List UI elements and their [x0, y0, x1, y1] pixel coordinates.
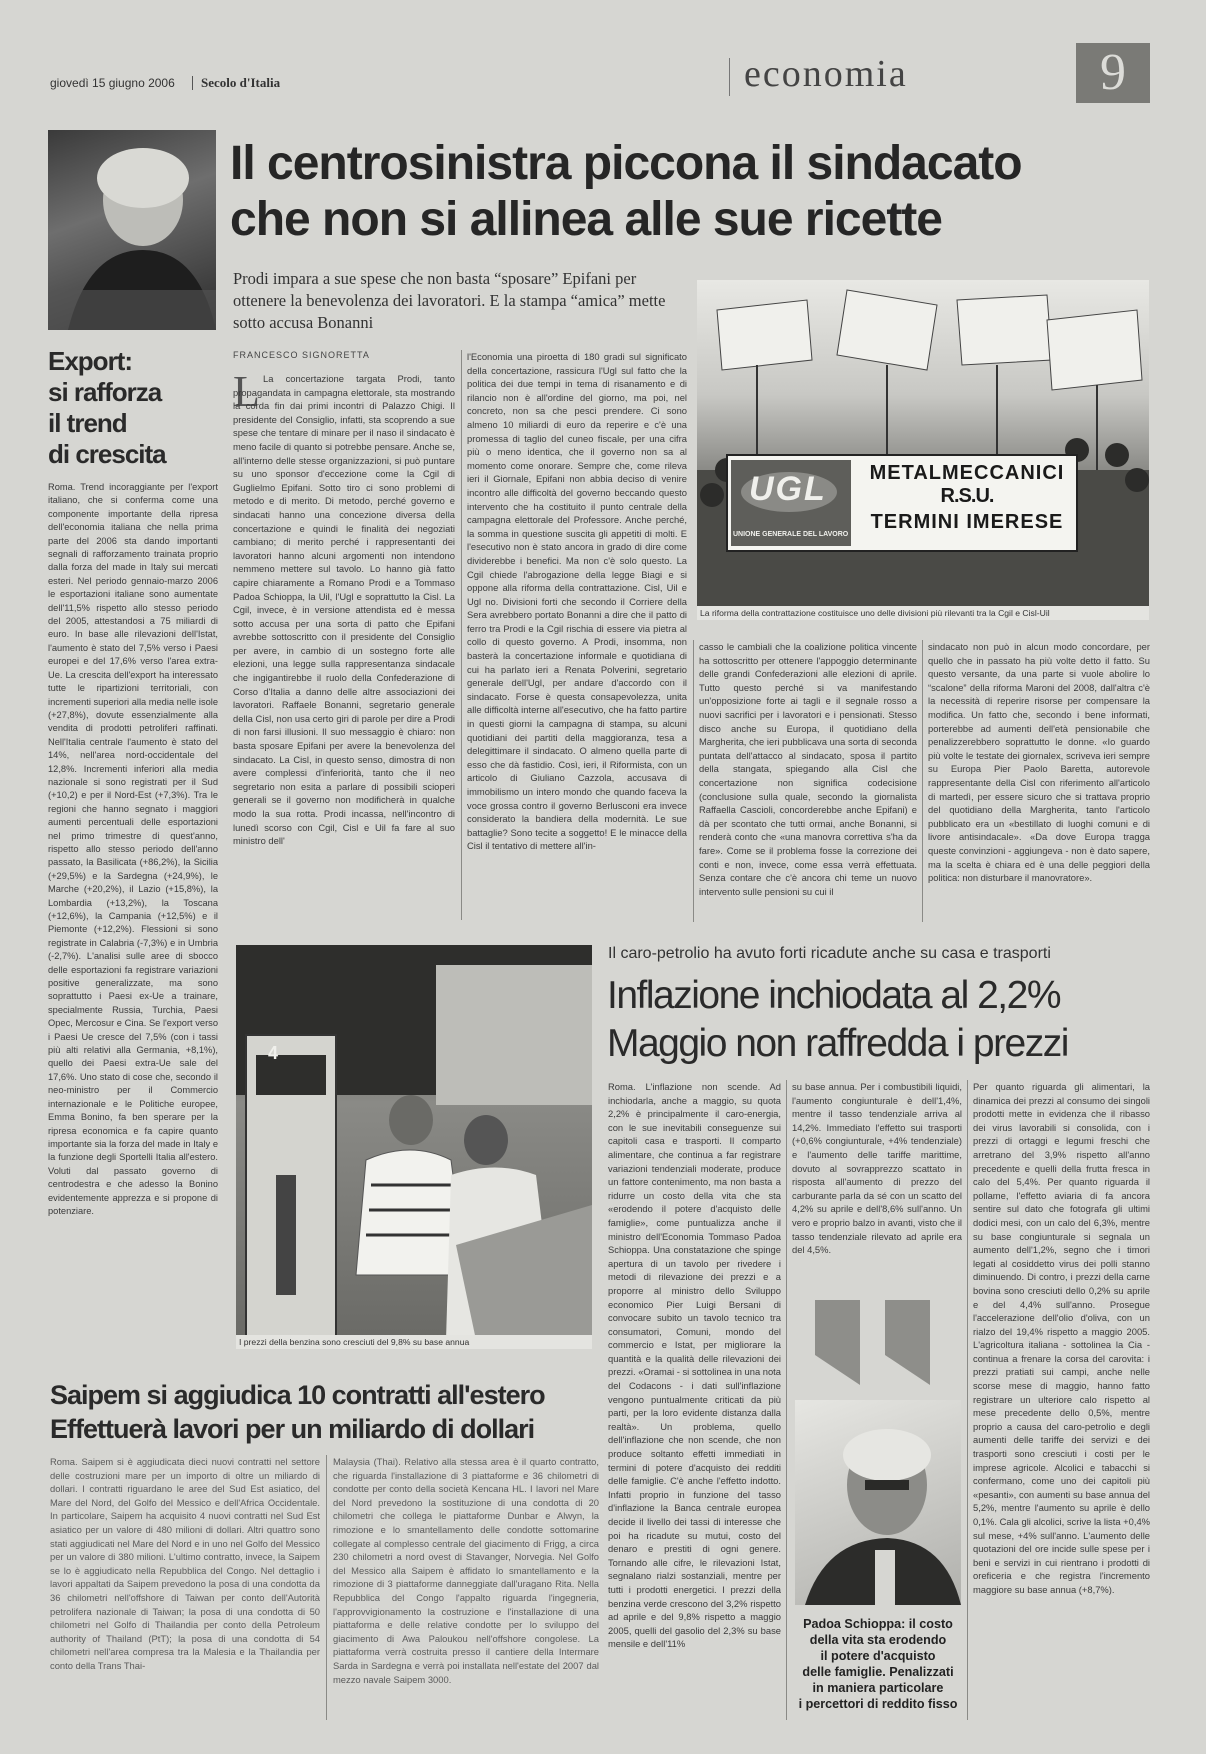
- caption-line1: Padoa Schioppa: il costo: [803, 1617, 953, 1631]
- protest-scene: [697, 280, 1149, 608]
- banner-line2: R.S.U.: [940, 485, 994, 507]
- inflation-kicker: Il caro-petrolio ha avuto forti ricadute anche su casa e trasporti: [608, 945, 1051, 962]
- padoa-schioppa-caption: [795, 1616, 961, 1712]
- export-body: Roma. Trend incoraggiante per l'export italiano, che si conferma come una componente importante della ripresa dell'economia italiana che nella prima parte del 2006 sta dando importanti segnali di rafforzamento trainata proprio dalla forza del made in Italy sui mercati esteri. Nel periodo gennaio-marzo 2006 le esportazioni italiane sono aumentate dell'11,5% rispetto allo stesso periodo del 2005, attestandosi a 75 miliardi di euro. In base alle rilevazioni dell'Istat, l'aumento è stato del 7,5% verso i Paesi europei e del 17,6% verso l'area extra-Ue. La crescita dell'export ha interessato tutte le ripartizioni territoriali, con incrementi superiori alla media nelle isole (+27,8%), dovute essenzialmente alla vendita di prodotti petroliferi raffinati. Nell'Italia centrale l'aumento è stato del 14%, nell'area nord-occidentale del 12,8%. Incrementi inferiori alla media nazionale si sono registrati per il Sud (+10,2) e per il Nord-Est (+7,3%). Tra le regioni che hanno segnato i maggiori aumenti percentuali delle esportazioni nel primo trimestre di quest'anno, rispetto allo stesso periodo dell'anno passato, la Basilicata (+86,2%), la Sicilia (+29,5%) e la Sardegna (+24,9%), le Marche (+20,2%), il Lazio (+15,8%), la Lombardia (+13,2%), la Toscana (+12,6%), la Campania (+12,5%) e il Piemonte (+12,2%). Flessioni si sono registrate in Calabria (-7,3%) e in Umbria (-2,7%). L'analisi sulle aree di sbocco delle esportazioni fa registrare variazioni positive generalizzate, ma sono soprattutto i Paesi ex-Ue a trainare, specialmente Russia, Turchia, Paesi Opec, Mercosur e Cina. Se l'export verso i Paesi Ue cresce del 7,5% (con i tassi più alti relativi alla Germania, +8,1%), quello dei Paesi extra-Ue sale del 17,6%. Uno stato di cose che, secondo il neo-ministro per il Commercio internazionale e le Politiche europee, Emma Bonino, fa ben sperare per la ripresa economica e fa capire quanto importante sia la forza del made in Italy e la funzione degli Sportelli Italia all'estero. Voluti dal passato governo di centrodestra e che adesso la Bonino evidentemente apprezza e si propone di potenziare.: [48, 482, 218, 1216]
- inflation-headline-line1: Inflazione inchiodata al 2,2%: [607, 974, 1061, 1017]
- lead-headline: [230, 136, 1160, 248]
- fuel-pump-scene: [236, 945, 592, 1340]
- fuel-pump-photo: [236, 945, 592, 1340]
- inflation-col2: su base annua. Per i combustibili liquidi, l'aumento congiunturale è dell'1,4%, mentre il tasso tendenziale arriva al 14,2%. Immediato l'effetto sui trasporti (+0,6% congiunturale, +4% tendenziale) e l'aumento delle tariffe marittime, dovuto al sovrapprezzo scattato in risposta all'aumento di prezzo del carburante parla da sé con un scatto del 4,2% su aprile e dell'8,6% sull'anno. Un vero e proprio balzo in avanti, visto che il tasso tendenziale rilevato ad aprile era del 4,5%.: [792, 1081, 962, 1256]
- lead-subhead: Prodi impara a sue spese che non basta “sposare” Epifani per ottenere la benevolenza dei lavoratori. E la stampa “amica” mette sotto accusa Bonanni: [233, 269, 666, 332]
- inflation-graphic: [800, 1300, 950, 1400]
- protest-photo: [697, 280, 1149, 608]
- dropcap: L: [233, 367, 260, 416]
- fuel-photo-caption: I prezzi della benzina sono cresciuti del 9,8% su base annua: [236, 1335, 592, 1349]
- inflation-col3: Per quanto riguarda gli alimentari, la dinamica dei prezzi al consumo dei singoli prodotti mette in evidenza che il ribasso dei virus lavorabili si consolida, con i prezzi di ortaggi e legumi freschi che arretrano del 3,9% rispetto all'anno precedente e quelli della frutta fresca in calo del 5,4%. Per quanto riguarda il pollame, l'effetto aviaria di fa ancora sentire sul dato che fotografa gli ultimi dodici mesi, con un calo del 6,3%, mentre su base congiunturale si segnala un aumento dell'1,2%, segno che i timori legati al cosiddetto virus dei polli stanno diminuendo. Di contro, i prezzi della carne bovina sono cresciuti dello 0,2% su aprile e del 4,4% sull'anno. Prosegue l'accelerazione dell'olio d'oliva, con un rialzo del 19,4% rispetto a maggio 2005. L'agricoltura italiana - sottolinea la Cia - continua a frenare la corsa del carovita: i prezzi pratiati sui campi, anche nelle scorse mese di maggio, hanno fatto registrare un ulteriore calo rispetto al mese precedente dello 0,5%, mentre proprio a causa del caro-petrolio e degli aumenti delle tariffe dei servizi e dei trasporti sono cresciuti i costi per le imprese agricole. Alcolici e tabacchi si confermano, come uno dei capitoli più «pesanti», con aumenti su base annua del 5,2%, mentre l'aumento su aprile è dello 0,1%. Cala gli alcolici, scrive la lista +0,4% sul mese, +4% sull'anno. L'aumento delle quotazioni del ore incide sulle spese per i beni e servizi in cui rientrano i prodotti di oreficeria e che registra l'incremento maggiore su base annua (+8,7%).: [973, 1081, 1150, 1595]
- export-title-line2: si rafforza: [48, 377, 162, 407]
- portrait-figure-2: [795, 1400, 961, 1605]
- page-number: 9: [1100, 44, 1126, 101]
- lead-author: FRANCESCO SIGNORETTA: [233, 350, 370, 360]
- banner-line1: METALMECCANICI: [869, 462, 1065, 484]
- caption-line5: in maniera particolare: [812, 1681, 944, 1695]
- banner-logo: UGL: [749, 470, 827, 508]
- lead-col3: casso le cambiali che la coalizione politica vincente ha sottoscritto per ottenere l'appoggio determinante delle grandi Confederazioni alle elezioni di aprile. Tutto questo perché si va manifestando un'opposizione forte ai tagli e il segnale rosso a nuovi sacrifici per i lavoratori e i pensionati. Stesso disco anche su Europa, il quotidiano della Margherita, che ieri pubblicava una sorta di seconda puntata dell'attacco al sindacato, sposa il partito della stangata, spiegando alla Cisl che concertazione non significa codecisione (conclusione sulla quale, secondo la giornalista Raffaella Cascioli, concorderebbe anche Epifani) e dà per scontato che tutti ormai, anche Bonanni, si renderà conto che «una manovra correttiva s'ha da fare». Come se il problema fosse la correzione dei conti e non, invece, come essa verrà effettuata. Senza contare che c'è ancora chi teme un nuovo intervento sulle pensioni su cui il: [699, 641, 917, 897]
- padoa-schioppa-photo: [795, 1400, 961, 1605]
- lead-divider-v3: [922, 640, 923, 922]
- protest-photo-caption: La riforma della contrattazione costituisce uno delle divisioni più rilevanti tra la Cgil e Cisl-Uil: [697, 606, 1149, 620]
- saipem-headline-line1: Saipem si aggiudica 10 contratti all'estero: [50, 1380, 545, 1410]
- export-title-line1: Export:: [48, 346, 132, 376]
- portrait-figure: [48, 130, 216, 330]
- lead-col2: l'Economia una piroetta di 180 gradi sul significato della concertazione, rassicura l'Ugl sul fatto che la politica dei due tempi in tema di risanamento e di rilancio non è all'ordine del giorno, ma poi, nel concreto, non sa che pesci prendere. Ci sono almeno 10 miliardi di euro da reperire e c'è una promessa di taglio del cuneo fiscale, per una cifra più o meno identica, che il governo non sa al momento come onorare. Sempre che, come rileva ieri il Giornale, Epifani non abbia deciso di venire incontro alle difficoltà del governo beccando questo intervento che ha costituito il punto centrale della campagna elettorale del Professore. Anche perché, la somma in questione suscita gli appetiti di molti. E l'esecutivo non è stato ancora in grado di dire come dividerebbe i benefici. Ma non c'è solo questo. La Cgil chiede l'abrogazione della legge Biagi e si oppone alla riforma della contrattazione. Cisl, Uil e Ugl no. Divisioni forti che secondo il Corriere della Sera avrebbero portato Bonanni a dire che il patto di ferro tra Prodi e la Cgil rischia di essere via pietra al collo di questo governo. A Prodi, insomma, non basterà la concertazione informale e quotidiana di cui ha parlato ieri a Renata Polverini, segretario generale dell'Ugl, per andare d'accordo con il sindacato. Forse è questa consapevolezza, unita alle difficoltà interne all'esecutivo, che ha fatto partire in questi giorni la campagna di stampa, su alcuni quotidiani dei partiti della maggioranza, tesa a delegittimare il sindacato. O almeno quella parte di esso che dà fastidio. Così, ieri, il Riformista, con un articolo di Giuliano Cazzola, accusava di immobilismo un intero mondo che quando faceva la voce grossa contro il governo Berlusconi era invece considerato la bandiera della modernità. Le sue battaglie? Sono tecite a soggetto! E le minacce della Cisl il tentativo di mettere all'in-: [467, 351, 687, 852]
- portrait-photo-left: [48, 130, 216, 330]
- inflation-divider-v1: [786, 1080, 787, 1720]
- saipem-divider-v: [326, 1455, 327, 1720]
- banner-line3: TERMINI IMERESE: [870, 511, 1064, 533]
- inflation-headline: [607, 972, 1167, 1068]
- section-name: economia: [744, 53, 908, 95]
- newspaper-name: Secolo d'Italia: [201, 75, 281, 90]
- pump-digit: 4: [268, 1043, 278, 1063]
- masthead: [0, 0, 1206, 110]
- lead-divider-v1: [461, 350, 462, 920]
- inflation-col1: Roma. L'inflazione non scende. Ad inchiodarla, anche a maggio, su quota 2,2% è principalmente il caro-energia, con le sue inevitabili conseguenze sui capitoli casa e trasporti. Il comparto alimentare, che continua a far registrare variazioni tendenziali moderate, produce un fattore contenimento, ma non basta a ridurre un costo della vita che sta «erodendo il potere d'acquisto delle famiglie», come puntualizza anche il ministro dell'Economia Tommaso Padoa Schioppa. Una constatazione che spinge apertura di un tavolo per rivedere i metodi di rilevazione dei prezzi e a proporre al ministro dello Sviluppo economico Pier Luigi Bersani di convocare subito un tavolo tecnico tra consumatori, Comuni, mondo del commercio e Istat, per migliorare la quantità e la qualità delle rilevazioni dei prezzi. «Oramai - si sottolinea in una nota del Codacons - i dati sull'inflazione vengono puntualmente criticati da più parti, per la loro evidente distanza dalla realtà». Un problema, quello dell'inflazione che non scende, che non produce soltanto effetti immediati in termini di potere d'acquisto dei redditi delle famiglie. C'è anche l'effetto indotto. Infatti proprio in funzione del tasso d'inflazione la Banca centrale europea decide il livello dei tassi di interesse che poi ha ricadute su mutui, costo del denaro e prestiti di ogni genere. Tornando alle cifre, le rilevazioni Istat, segnalano rialzi sostanziali, mentre per tutti i prodotti energetici. I prezzi della benzina verde crescono del 3,2% rispetto ad aprile e del 9,8% rispetto a maggio 2005, quelli del gasolio del 2,3% su base mensile e dell'11%: [608, 1081, 781, 1650]
- lead-divider-v2: [693, 640, 694, 922]
- saipem-col2: Malaysia (Thai). Relativo alla stessa area è il quarto contratto, che riguarda l'installazione di 3 piattaforme e 36 chilometri di condotte per conto della società Kencana HL. I lavori nel Mare del Nord prevedono la sostituzione di una condotta di 20 chilometri che collega le piattaforme Dunbar e Alwyn, la rimozione e lo smantellamento delle condotte sottomarine collegate al complesso centrale del giacimento di Frigg, a circa 230 chilometri a nord ovest di Stavanger, Norvegia. Nel Golfo del Messico alla Saipem è affidato lo smantellamento e la rimozione di 3 piattaforme danneggiate dall'uragano Rita. Nella Repubblica del Congo l'appalto riguarda l'ingegneria, l'approvvigionamento la costruzione e l'installazione di una piattaforma e delle relative condotte per lo sviluppo del giacimento di Awa Paloukou nell'offshore congolese. La piattaforma verrà costruita presso il cantiere della Intermare Sarda in Sardegna e verrà poi installata nell'estate del 2007 dal mezzo navale Saipem 3000.: [333, 1456, 599, 1685]
- lead-col1: La concertazione targata Prodi, tanto propagandata in campagna elettorale, sta mostrando la corda fin dai primi incontri di Palazzo Chigi. Il presidente del Consiglio, infatti, sta scoprendo a sue spese che tentare di minare per il naso il sindacato è meno facile di quanto si potrebbe pensare. Anche se, all'interno delle stesse organizzazioni, si può puntare su uno sponsor d'eccezione come la Cgil di Guglielmo Epifani. Sotto tiro ci sono problemi di metodo e di merito. Di metodo, perché governo e sindacati hanno una concezione diversa della concertazione e quindi le finalità dei negoziati cambiano; di merito perché i rappresentanti dei lavoratori hanno alcuni argomenti non intendono nemmeno mettere sul tavolo. Lo hanno già fatto capire chiaramente a Romano Prodi e a Tommaso Padoa Schioppa, la Uil, l'Ugl e soprattutto la Cisl. La Cgil, invece, è in versione attendista ed è messa sotto accusa per una sorta di patto che Epifani avrebbe sottoscritto con il presidente del Consiglio per avere, in cambio di un sostegno forte alle elezioni, una legge sulla rappresentanza sindacale che ingigantirebbe il ruolo della Confederazione di Corso d'Italia a danno delle altre associazioni dei lavoratori. Raffaele Bonanni, segretario generale della Cisl, non usa certo giri di parole per dire a Prodi di non farsi illusioni. Il suo messaggio è chiaro: non basta sposare Epifani per avere la benevolenza del sindacato. La Cisl, in questo senso, dimostra di non avere complessi d'inferiorità, tanto che il neo segretario non esita a parlare di possibili scioperi generali se il governo non modificherà in qualche modo la sua rotta. Prodi incassa, nell'incontro di lunedì scorso con Cgil, Cisl e Uil fa fare al suo ministro dell': [233, 373, 455, 847]
- caption-line2: della vita sta erodendo: [809, 1633, 947, 1647]
- saipem-headline-line2: Effettuerà lavori per un miliardo di dollari: [50, 1414, 535, 1444]
- banner-union: UNIONE GENERALE DEL LAVORO: [733, 531, 849, 538]
- inflation-headline-line2: Maggio non raffredda i prezzi: [607, 1022, 1068, 1065]
- caption-line6: i percettori di reddito fisso: [798, 1697, 958, 1711]
- export-title: [48, 346, 218, 470]
- section-separator: [729, 58, 730, 96]
- lead-headline-line2: che non si allinea alle sue ricette: [230, 193, 942, 246]
- export-title-line3: il trend: [48, 408, 127, 438]
- export-title-line4: di crescita: [48, 439, 166, 469]
- lead-col4: sindacato non può in alcun modo concordare, per quello che in passato ha più volte detto il fatto. Su questo versante, da una parte si vuole abolire lo “scalone” della riforma Maroni del 2008, dall'altra c'è la necessità di reperire risorse per compensare la modifica. Un fatto che, secondo i bene informati, porterebbe ad aumenti dell'età pensionabile che penalizzerebbero soprattutto le donne. «Io guardo più volte le testate dei giornalex, scriveva ieri sempre su Europa Pier Paolo Baretta, autorevole rappresentante della Cisl con riferimento all'articolo di martedì, per essere sicuro che si trattava proprio del quotidiano della Margherita, tanto l'articolo pubblicato era un «bestillato di luoghi comuni e di livore antisindacale». «Da dove Europa tragga queste convinzioni - aggiungeva - non è dato sapere, ma la scelta è chiara ed è una delle peggiori della politica: non disturbare il manovratore».: [928, 641, 1150, 884]
- saipem-col1: Roma. Saipem si è aggiudicata dieci nuovi contratti nel settore delle costruzioni mare per un importo di oltre un miliardo di dollari. I contratti riguardano le aree del Sud Est asiatico, del Mare del Nord, del Golfo del Messico e dell'Africa Occidentale. In particolare, Saipem ha acquisito 4 nuovi contratti nel Sud Est asiatico per un valore di 480 milioni di dollari. Altri quattro sono stati aggiudicati nel Mare del Nord e in uno nel Golfo del Messico per un valore di 380 milioni. L'ultimo contratto, invece, la Saipem se lo è aggiudicato nella Repubblica del Congo. Nel dettaglio i lavori appaltati da Saipem prevedono la posa di una condotta da 36 chilometri nell'offshore di Taiwan per conto dell'Autorità petrolifera nazionale di Taiwan; la posa di una condotta di 50 chilometri nel Golfo di Thailandia per conto della Petroleum authority of Thailand (PtT); la posa di una condotta di 54 chilometri nell'area compresa tra la Malesia e la Thailandia per conto della Trans Thai-: [50, 1456, 320, 1671]
- issue-date: giovedì 15 giugno 2006: [50, 76, 175, 90]
- caption-line4: delle famiglie. Penalizzati: [802, 1665, 954, 1679]
- lead-headline-line1: Il centrosinistra piccona il sindacato: [230, 137, 1022, 190]
- date-separator: [192, 76, 193, 90]
- caption-line3: il potere d'acquisto: [820, 1649, 936, 1663]
- inflation-divider-v2: [967, 1080, 968, 1720]
- saipem-headline: [50, 1378, 600, 1446]
